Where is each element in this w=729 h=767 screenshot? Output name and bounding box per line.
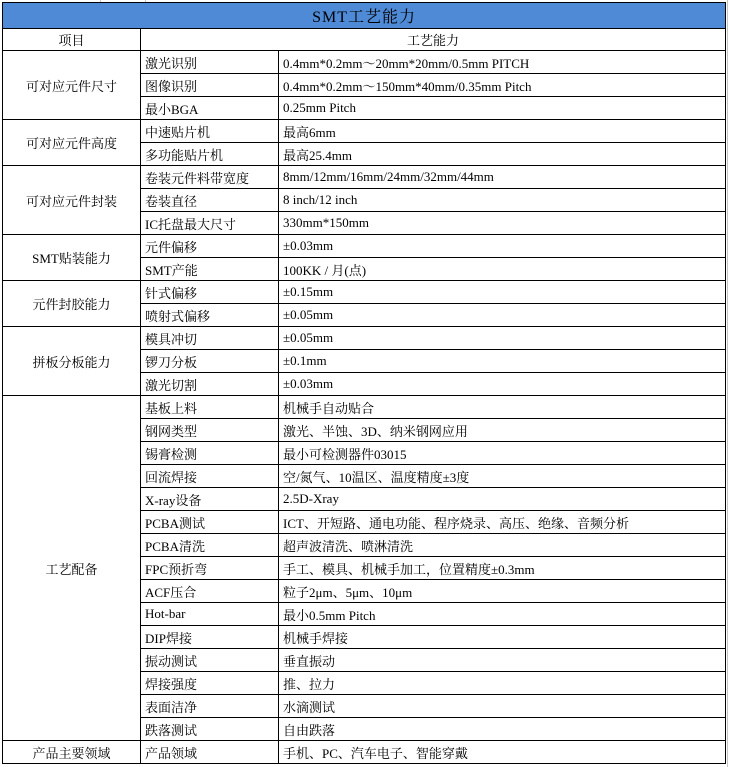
row-item-value: 超声波清洗、喷淋清洗 [279, 534, 726, 557]
row-item-value: 0.4mm*0.2mm～150mm*40mm/0.35mm Pitch [279, 74, 726, 97]
row-item-name: SMT产能 [141, 258, 279, 281]
table-row [3, 741, 726, 764]
row-item-name: PCBA测试 [141, 511, 279, 534]
row-item-value: ±0.15mm [279, 281, 726, 304]
row-item-value: 最小可检测器件03015 [279, 442, 726, 465]
row-item-name: 针式偏移 [141, 281, 279, 304]
row-item-value: ±0.05mm [279, 327, 726, 350]
table-row [3, 396, 726, 419]
row-item-name: 锣刀分板 [141, 350, 279, 373]
column-header-capability: 工艺能力 [141, 29, 726, 51]
row-item-name: 钢网类型 [141, 419, 279, 442]
table-row [3, 166, 726, 189]
row-item-value: 手机、PC、汽车电子、智能穿戴 [279, 741, 726, 764]
group-label: 可对应元件尺寸 [3, 51, 141, 120]
row-item-name: 振动测试 [141, 649, 279, 672]
row-item-value: 最高6mm [279, 120, 726, 143]
row-item-value: 8 inch/12 inch [279, 189, 726, 212]
table-row [3, 235, 726, 258]
group-label: 元件封胶能力 [3, 281, 141, 327]
row-item-name: 产品领域 [141, 741, 279, 764]
table-row [3, 281, 726, 304]
group-label: 可对应元件高度 [3, 120, 141, 166]
row-item-name: 最小BGA [141, 97, 279, 120]
row-item-value: 机械手自动贴合 [279, 396, 726, 419]
row-item-value: ±0.03mm [279, 235, 726, 258]
row-item-name: 模具冲切 [141, 327, 279, 350]
row-item-name: 卷装直径 [141, 189, 279, 212]
row-item-name: 图像识别 [141, 74, 279, 97]
row-item-name: 回流焊接 [141, 465, 279, 488]
table-body [3, 51, 726, 764]
row-item-value: 推、拉力 [279, 672, 726, 695]
row-item-name: 卷装元件料带宽度 [141, 166, 279, 189]
group-label: 可对应元件封装 [3, 166, 141, 235]
group-label: 工艺配备 [3, 396, 141, 741]
row-item-name: 喷射式偏移 [141, 304, 279, 327]
row-item-value: 2.5D-Xray [279, 488, 726, 511]
row-item-value: 粒子2μm、5μm、10μm [279, 580, 726, 603]
row-item-value: 100KK / 月(点) [279, 258, 726, 281]
row-item-name: 表面洁净 [141, 695, 279, 718]
row-item-name: 多功能贴片机 [141, 143, 279, 166]
column-header-row [3, 29, 726, 51]
group-label: 拼板分板能力 [3, 327, 141, 396]
row-item-value: ICT、开短路、通电功能、程序烧录、高压、绝缘、音频分析 [279, 511, 726, 534]
row-item-value: 垂直振动 [279, 649, 726, 672]
row-item-value: 最小0.5mm Pitch [279, 603, 726, 626]
row-item-name: X-ray设备 [141, 488, 279, 511]
row-item-value: 空/氮气、10温区、温度精度±3度 [279, 465, 726, 488]
row-item-name: 中速贴片机 [141, 120, 279, 143]
sheet-gridline [727, 0, 728, 767]
row-item-name: PCBA清洗 [141, 534, 279, 557]
row-item-name: 激光切割 [141, 373, 279, 396]
row-item-name: FPC预折弯 [141, 557, 279, 580]
row-item-value: 机械手焊接 [279, 626, 726, 649]
row-item-name: 跌落测试 [141, 718, 279, 741]
row-item-name: 基板上料 [141, 396, 279, 419]
row-item-name: IC托盘最大尺寸 [141, 212, 279, 235]
table-row [3, 120, 726, 143]
row-item-name: 元件偏移 [141, 235, 279, 258]
row-item-name: ACF压合 [141, 580, 279, 603]
table-row [3, 51, 726, 74]
row-item-value: 0.25mm Pitch [279, 97, 726, 120]
row-item-value: ±0.1mm [279, 350, 726, 373]
row-item-value: 激光、半蚀、3D、纳米钢网应用 [279, 419, 726, 442]
table-title: SMT工艺能力 [3, 3, 726, 29]
table-row [3, 327, 726, 350]
row-item-value: 水滴测试 [279, 695, 726, 718]
row-item-value: 手工、模具、机械手加工，位置精度±0.3mm [279, 557, 726, 580]
row-item-value: 8mm/12mm/16mm/24mm/32mm/44mm [279, 166, 726, 189]
row-item-name: Hot-bar [141, 603, 279, 626]
group-label: SMT贴装能力 [3, 235, 141, 281]
row-item-name: DIP焊接 [141, 626, 279, 649]
row-item-value: 自由跌落 [279, 718, 726, 741]
sheet [2, 2, 726, 764]
row-item-name: 锡膏检测 [141, 442, 279, 465]
row-item-name: 焊接强度 [141, 672, 279, 695]
column-header-item: 项目 [3, 29, 141, 51]
row-item-name: 激光识别 [141, 51, 279, 74]
row-item-value: ±0.03mm [279, 373, 726, 396]
row-item-value: 最高25.4mm [279, 143, 726, 166]
row-item-value: 0.4mm*0.2mm～20mm*20mm/0.5mm PITCH [279, 51, 726, 74]
smt-capability-table [2, 2, 726, 764]
title-row [3, 3, 726, 29]
row-item-value: ±0.05mm [279, 304, 726, 327]
group-label: 产品主要领域 [3, 741, 141, 764]
row-item-value: 330mm*150mm [279, 212, 726, 235]
